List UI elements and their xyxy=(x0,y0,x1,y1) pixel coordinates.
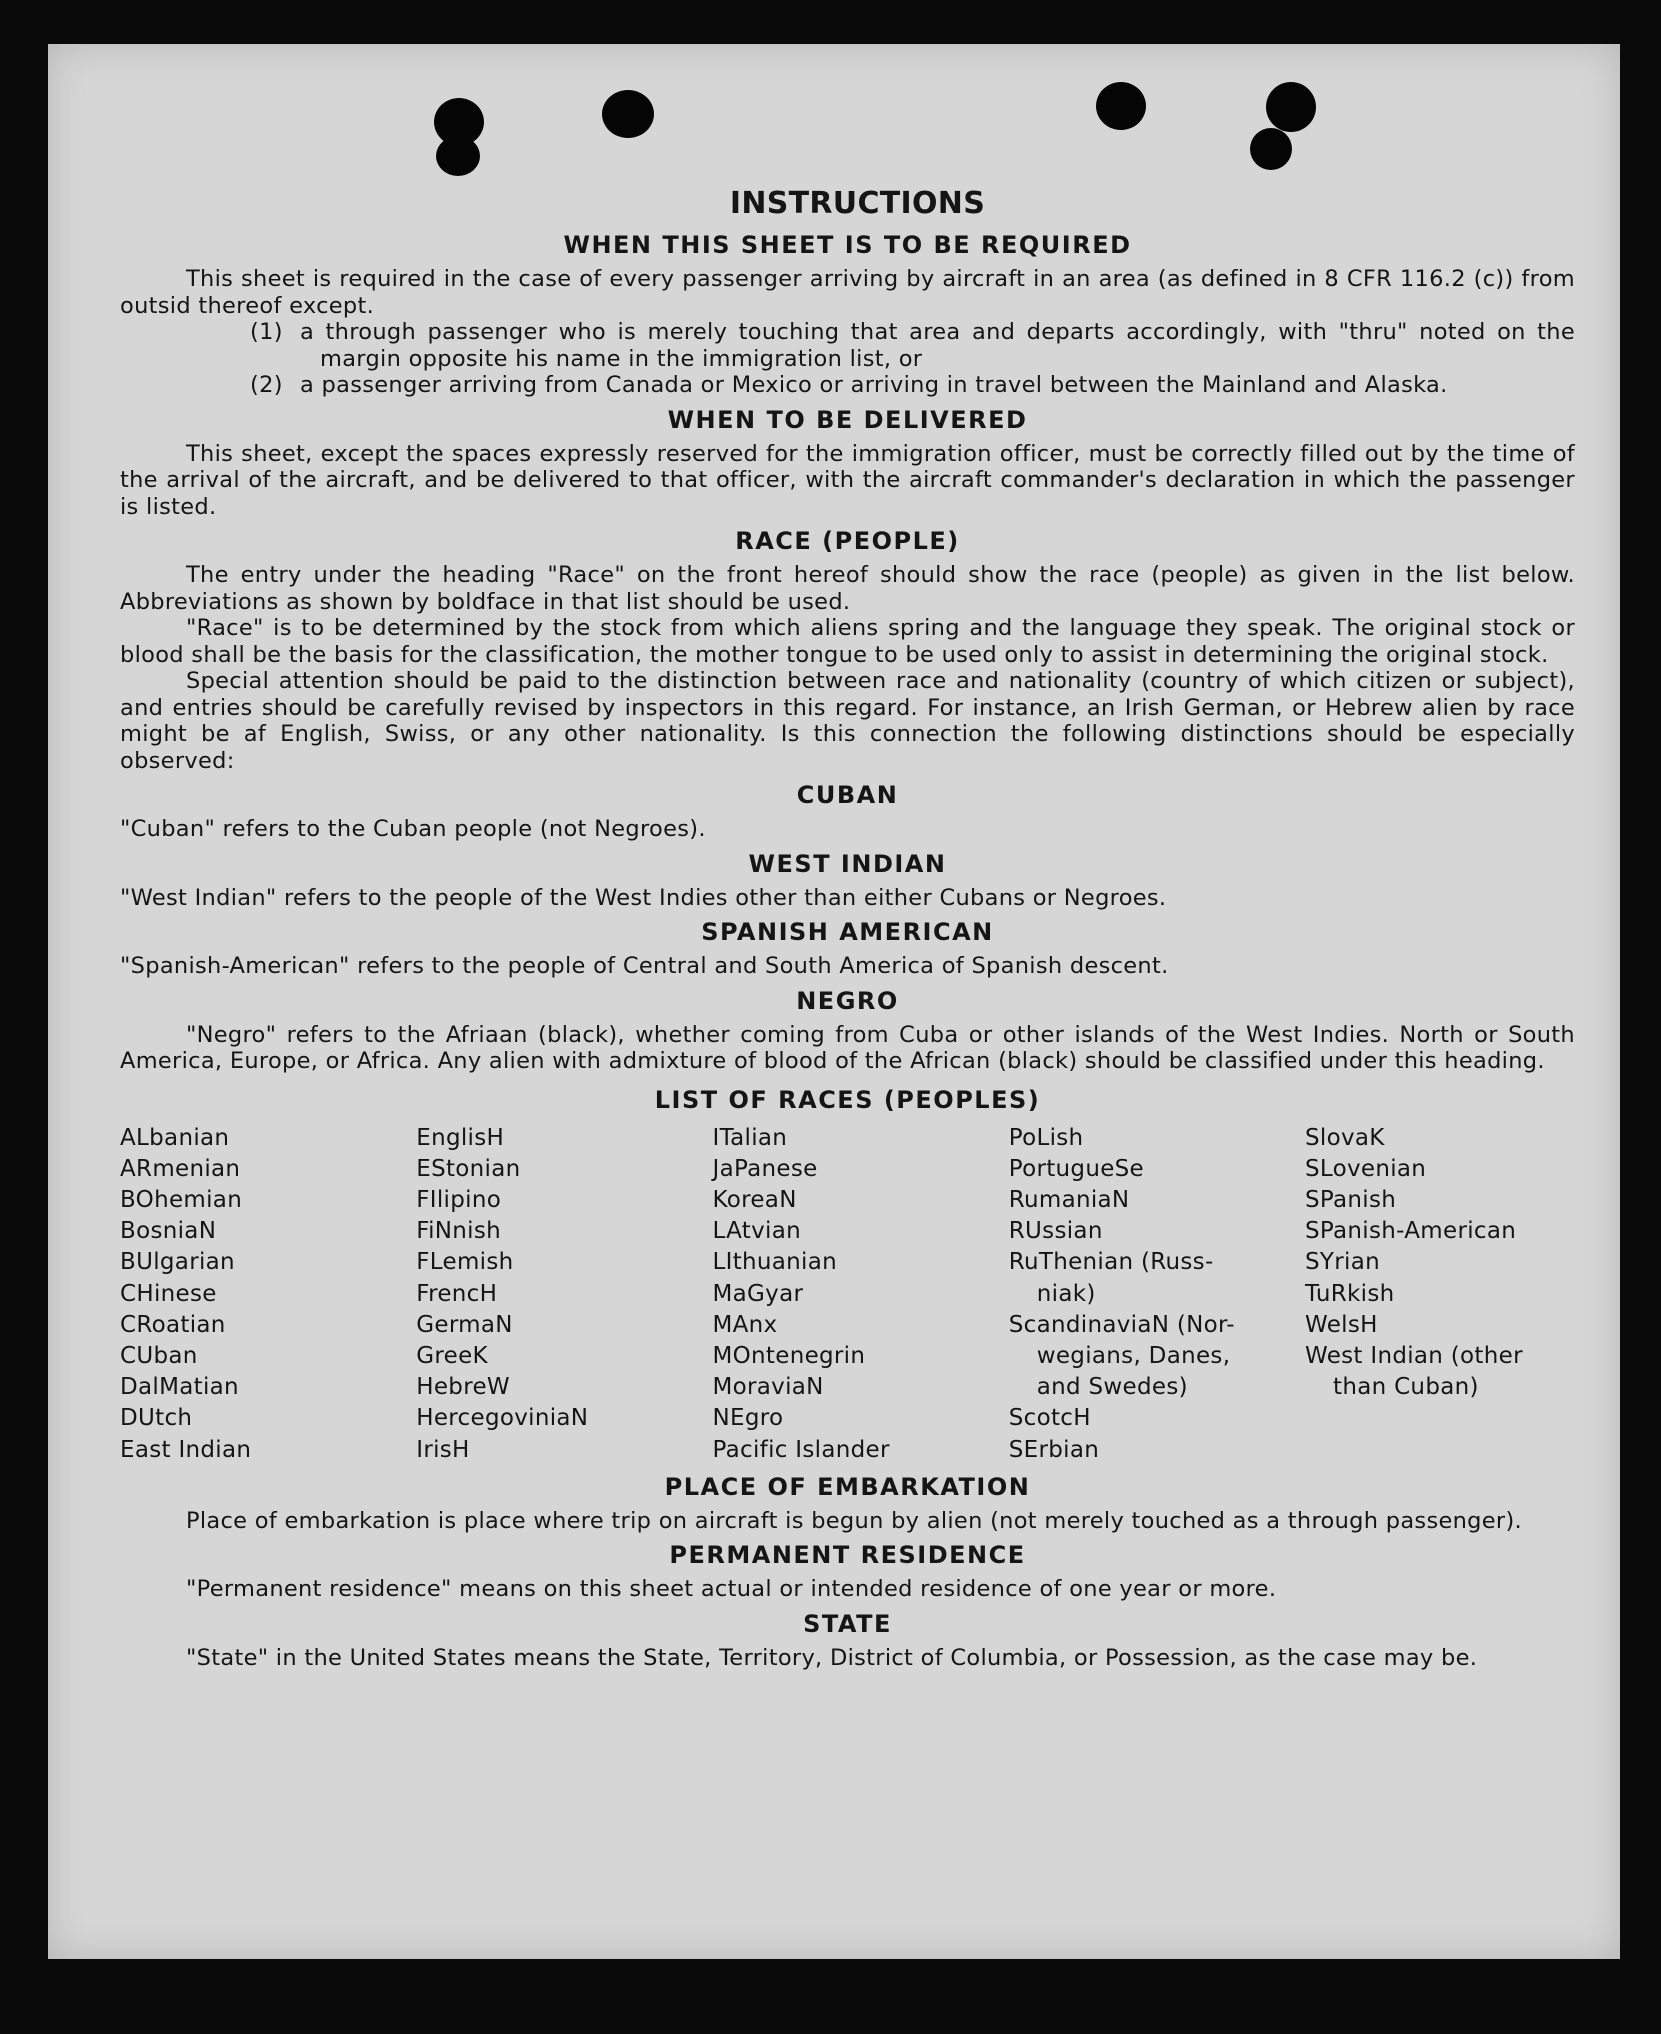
heading-cuban: CUBAN xyxy=(796,781,899,809)
race-column xyxy=(713,1123,983,1466)
race-entry: EStonian xyxy=(416,1155,521,1182)
race-entry: DalMatian xyxy=(120,1374,239,1401)
heading-race: RACE (PEOPLE) xyxy=(735,527,960,555)
page-title: INSTRUCTIONS xyxy=(729,186,986,221)
race-column xyxy=(120,1123,390,1466)
race-paragraph: "Race" is to be determined by the stock from which aliens spring and the language they speak. The original stock or blood shall be the basis for the classification, the mother tongue to be used only to assist in determining the original stock. xyxy=(120,615,1575,668)
when-required-intro: This sheet is required in the case of every passenger arriving by aircraft in an area (as defined in 8 CFR 116.2 (c)) from outsid thereof except. xyxy=(120,266,1575,319)
race-paragraph: The entry under the heading "Race" on the front hereof should show the race (people) as given in the list below. Abbreviations as shown by boldface in that list should be used. xyxy=(120,562,1575,615)
race-entry: FiNnish xyxy=(416,1218,502,1245)
document-page xyxy=(48,44,1620,1959)
race-entry: CUban xyxy=(120,1342,198,1369)
race-entry: RuThenian (Russ- xyxy=(1008,1249,1214,1276)
race-entry: GermaN xyxy=(416,1311,513,1338)
race-entry: East Indian xyxy=(120,1436,252,1463)
race-entry: BOhemian xyxy=(120,1186,243,1213)
state-text: "State" in the United States means the State, Territory, District of Columbia, or Possession, as the case may be. xyxy=(186,1644,1478,1671)
heading-negro: NEGRO xyxy=(796,986,899,1015)
race-entry: MOntenegrin xyxy=(712,1342,866,1369)
when-delivered-text: This sheet, except the spaces expressly reserved for the immigration officer, must be correctly filled out by the time of the arrival of the aircraft, and be delivered to that officer, with the aircraft commander's declaration in which the passenger is listed. xyxy=(120,440,1575,520)
race-entry: TuRkish xyxy=(1305,1280,1395,1307)
race-entry: SLovenian xyxy=(1305,1155,1427,1182)
residence-text: "Permanent residence" means on this sheet actual or intended residence of one year or more. xyxy=(186,1576,1277,1603)
heading-permanent-residence: PERMANENT RESIDENCE xyxy=(669,1541,1026,1570)
heading-state: STATE xyxy=(803,1609,892,1638)
race-entry: PoLish xyxy=(1008,1124,1084,1151)
race-entry: SYrian xyxy=(1305,1249,1380,1276)
embarkation-text: Place of embarkation is place where trip on aircraft is begun by alien (not merely touched as a through passenger). xyxy=(186,1507,1522,1534)
race-entry: wegians, Danes, xyxy=(1036,1342,1231,1369)
exception-item: (2) a passenger arriving from Canada or Mexico or arriving in travel between the Mainland and Alaska. xyxy=(250,372,1448,398)
race-paragraph: Special attention should be paid to the distinction between race and nationality (country of which citizen or subject), and entries should be carefully revised by inspectors in this regard. For instance, an Irish German, or Hebrew alien by race might be af English, Swiss, or any other nationality. Is this connection the following distinctions should be especially observed: xyxy=(120,668,1575,774)
heading-list-of-races: LIST OF RACES (PEOPLES) xyxy=(654,1085,1041,1114)
race-entry: and Swedes) xyxy=(1036,1374,1188,1401)
race-column xyxy=(1009,1123,1279,1466)
race-entry: FrencH xyxy=(416,1280,498,1307)
heading-embarkation: PLACE OF EMBARKATION xyxy=(664,1472,1031,1501)
race-column xyxy=(416,1123,686,1466)
race-entry: ITalian xyxy=(712,1124,788,1151)
race-entry: BosniaN xyxy=(120,1218,217,1245)
punch-hole xyxy=(1096,82,1146,130)
race-entry: FLemish xyxy=(416,1249,514,1276)
race-entry: MaGyar xyxy=(712,1280,804,1307)
race-entry: BUlgarian xyxy=(120,1249,235,1276)
race-entry: NEgro xyxy=(712,1405,784,1432)
race-entry: niak) xyxy=(1036,1280,1096,1307)
race-entry: ARmenian xyxy=(120,1155,241,1182)
race-entry: EnglisH xyxy=(416,1124,505,1151)
race-entry: ScandinaviaN (Nor- xyxy=(1008,1311,1235,1338)
instructions-body xyxy=(120,140,1575,1671)
race-column xyxy=(1305,1123,1575,1466)
race-entry: JaPanese xyxy=(712,1155,818,1182)
race-entry: than Cuban) xyxy=(1333,1374,1479,1401)
cuban-text: "Cuban" refers to the Cuban people (not Negroes). xyxy=(120,816,706,842)
race-entry: IrisH xyxy=(416,1436,470,1463)
race-entry: SlovaK xyxy=(1305,1124,1385,1151)
heading-spanish-american: SPANISH AMERICAN xyxy=(701,918,994,946)
exception-item: (1) a through passenger who is merely touching that area and departs accordingly, with "thru" noted on the margin opposite his name in the immigration list, or xyxy=(250,319,1575,372)
race-entry: HercegoviniaN xyxy=(416,1405,589,1432)
race-entry: WelsH xyxy=(1305,1311,1378,1338)
race-entry: CRoatian xyxy=(120,1311,226,1338)
race-entry: KoreaN xyxy=(712,1186,797,1213)
race-entry: SErbian xyxy=(1008,1436,1100,1463)
race-list xyxy=(120,1123,1575,1466)
heading-when-required: WHEN THIS SHEET IS TO BE REQUIRED xyxy=(563,231,1132,259)
race-entry: MAnx xyxy=(712,1311,778,1338)
punch-hole xyxy=(602,90,654,138)
race-entry: West Indian (other xyxy=(1305,1342,1523,1369)
race-entry: HebreW xyxy=(416,1374,510,1401)
race-entry: RUssian xyxy=(1008,1218,1103,1245)
heading-west-indian: WEST INDIAN xyxy=(748,849,947,878)
race-entry: DUtch xyxy=(120,1405,193,1432)
punch-hole xyxy=(1266,82,1316,132)
spanish-american-text: "Spanish-American" refers to the people of Central and South America of Spanish descent. xyxy=(120,953,1169,979)
race-entry: PortugueSe xyxy=(1008,1155,1144,1182)
race-entry: MoraviaN xyxy=(712,1374,824,1401)
race-entry: SPanish-American xyxy=(1305,1218,1517,1245)
race-entry: GreeK xyxy=(416,1342,488,1369)
race-entry: ScotcH xyxy=(1008,1405,1091,1432)
race-entry: Pacific Islander xyxy=(712,1436,890,1463)
race-entry: RumaniaN xyxy=(1008,1186,1130,1213)
negro-text: "Negro" refers to the Afriaan (black), whether coming from Cuba or other islands of the West Indies. North or South America, Europe, or Africa. Any alien with admixture of blood of the African (black) should be classified under this heading. xyxy=(120,1021,1575,1074)
race-entry: FIlipino xyxy=(416,1186,502,1213)
race-entry: LAtvian xyxy=(712,1218,801,1245)
race-entry: ALbanian xyxy=(120,1124,230,1151)
west-indian-text: "West Indian" refers to the people of the West Indies other than either Cubans or Negroes. xyxy=(120,884,1167,911)
heading-when-delivered: WHEN TO BE DELIVERED xyxy=(667,405,1028,434)
race-entry: CHinese xyxy=(120,1280,217,1307)
race-entry: SPanish xyxy=(1305,1186,1397,1213)
race-entry: LIthuanian xyxy=(712,1249,838,1276)
